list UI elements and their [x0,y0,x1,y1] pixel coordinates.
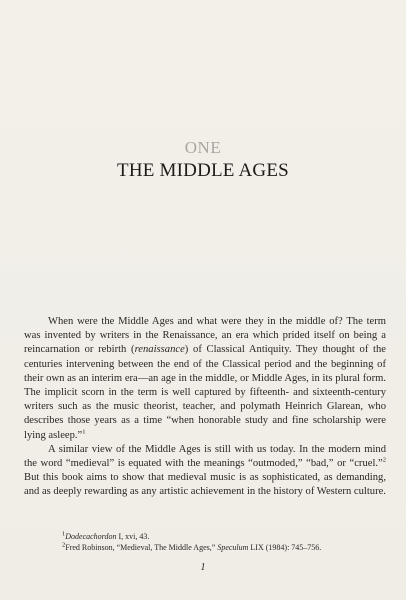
footnote-2-citation: LIX (1984): 745–756. [248,543,322,552]
paragraph-2-text-b: But this book aims to show that medieval music is as sophisticated, as demanding, and as deeply rewarding as any artistic achievement in the history of Western culture. [24,472,386,498]
paragraph-1 [24,315,386,443]
footnote-1-number: 1 [62,530,66,538]
chapter-number: ONE [184,138,222,157]
footnote-2-number: 2 [62,541,66,549]
footnote-1 [62,531,382,542]
footnote-ref-2[interactable]: 2 [382,456,386,464]
paragraph-1-text-b: ) of Classical Antiquity. They thought of the centuries intervening between the end of the Classical period and the beginning of their own as an interim era—an age in the middle, or Middle Ages, in its plural form. The implicit scorn in the term is well captured by fifteenth- and sixteenth-century writers such as the music theorist, teacher, and polymath Heinrich Glarean, who describes those years as a time “when honorable study and fine scholarship were lying asleep.” [24,344,386,441]
footnote-1-citation: I, xvi, 43. [116,532,150,541]
footnote-2 [62,542,382,553]
footnote-ref-1[interactable]: 1 [82,428,86,436]
body-text [24,315,386,500]
paragraph-1-text-a: When were the Middle Ages and what were they in the middle of? The term was invented by writers in the Renaissance, an era which prided itself on being a reincarnation or rebirth ( [24,316,386,356]
footnote-2-author: Fred Robinson, “Medieval, The Middle Ages,” [65,543,218,552]
paragraph-2-text-a: A similar view of the Middle Ages is still with us today. In the modern mind the word “medieval” is equated with the meanings “outmoded,” “bad,” or “cruel.” [24,443,386,470]
page-number: 1 [200,562,206,573]
footnote-2-journal: Speculum [217,543,249,552]
chapter-title: THE MIDDLE AGES [117,160,289,181]
renaissance-term: renaissance [134,344,185,356]
footnote-1-title: Dodecachordon [65,532,117,541]
paragraph-2 [24,443,386,500]
footnotes [62,531,382,553]
